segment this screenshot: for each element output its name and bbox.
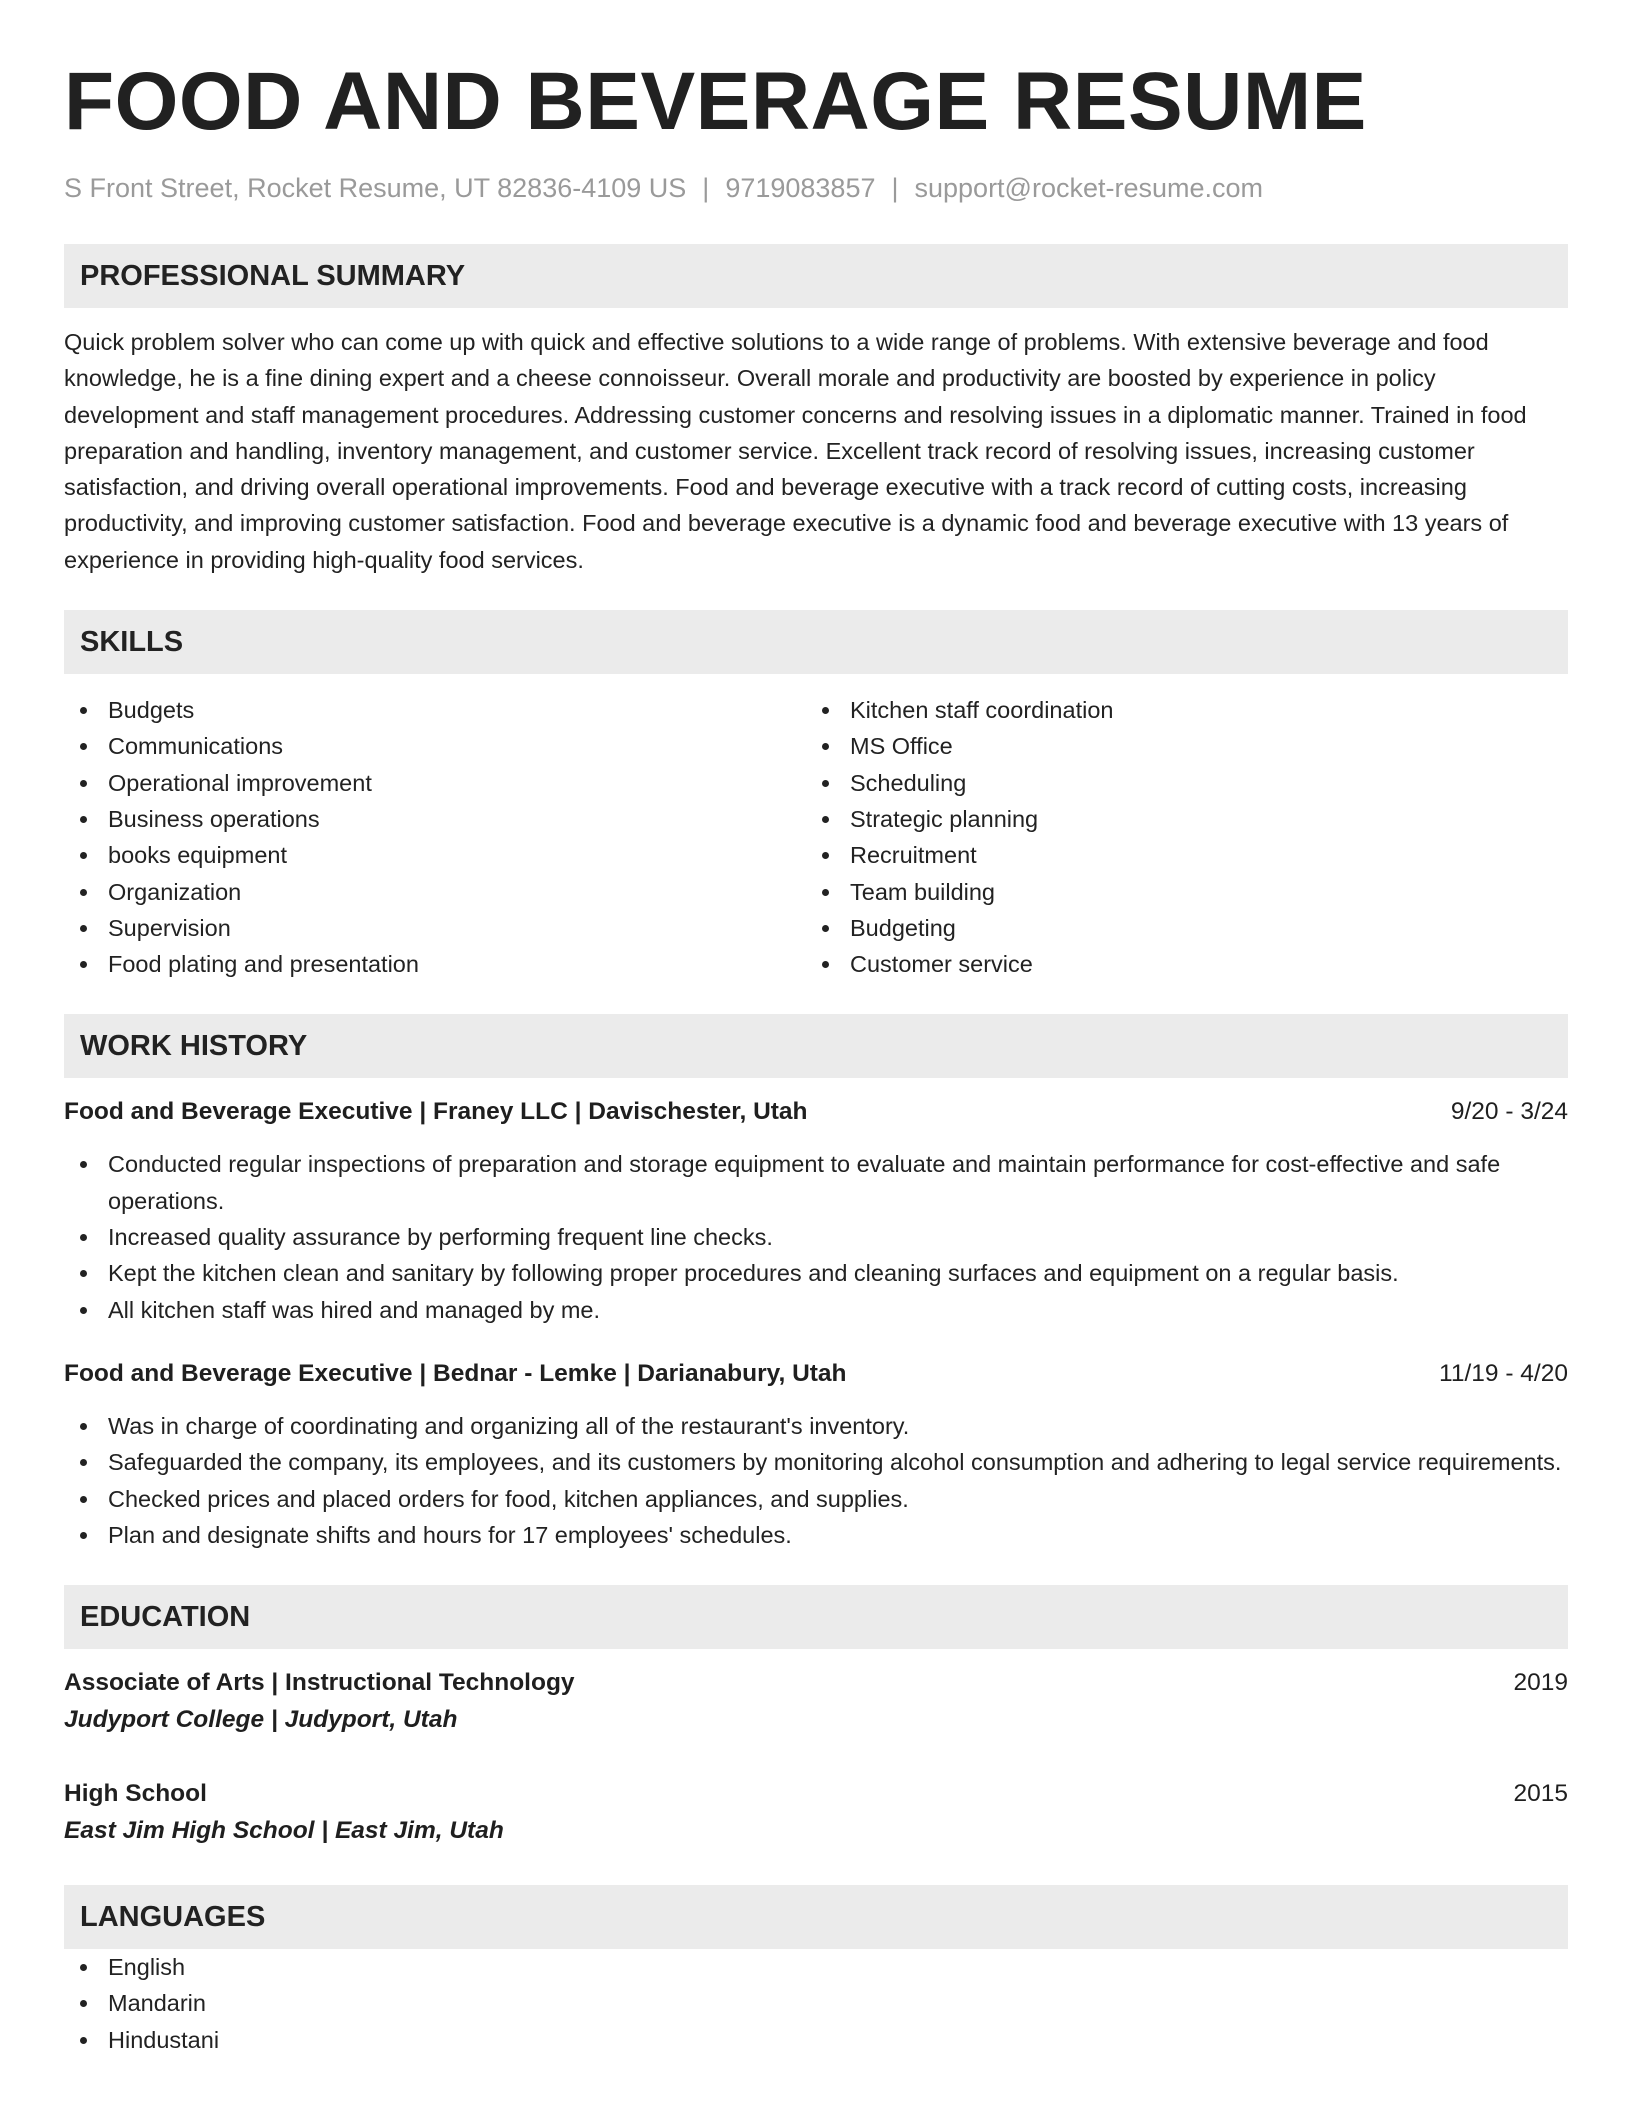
skill-item: Budgeting <box>850 910 1548 946</box>
education-header <box>64 1776 1568 1812</box>
contact-address: S Front Street, Rocket Resume, UT 82836-4109 US <box>64 173 687 203</box>
resume-title: FOOD AND BEVERAGE RESUME <box>64 56 1367 147</box>
summary-text: Quick problem solver who can come up with quick and effective solutions to a wide range of problems. With extensive beverage and food knowledge, he is a fine dining expert and a cheese connoisseur. Overall morale and productivity are boosted by experience in policy development and staff management procedures. Addressing customer concerns and resolving issues in a diplomatic manner. Trained in food preparation and handling, inventory management, and customer service. Excellent track record of resolving issues, increasing customer satisfaction, and driving overall operational improvements. Food and beverage executive with a track record of cutting costs, increasing productivity, and improving customer satisfaction. Food and beverage executive is a dynamic food and beverage executive with 13 years of experience in providing high-quality food services. <box>64 329 1527 573</box>
job-header <box>64 1356 1568 1392</box>
contact-separator: | <box>891 173 899 203</box>
language-item: English <box>108 1949 1568 1985</box>
languages-heading: LANGUAGES <box>64 1885 1568 1949</box>
job-title: Food and Beverage Executive | Bednar - Lemke | Darianabury, Utah <box>64 1359 847 1387</box>
job-bullet: All kitchen staff was hired and managed by me. <box>108 1292 1568 1328</box>
skill-item: Supervision <box>108 910 806 946</box>
skill-item: books equipment <box>108 837 806 873</box>
job-entry <box>64 1356 1568 1553</box>
skills-columns <box>64 692 1568 982</box>
skill-item: Customer service <box>850 946 1548 982</box>
skill-item: MS Office <box>850 728 1548 764</box>
education-section <box>64 1585 1568 1849</box>
job-bullet: Kept the kitchen clean and sanitary by following proper procedures and cleaning surfaces and equipment on a regular basis. <box>108 1255 1568 1291</box>
job-dates: 11/19 - 4/20 <box>1439 1359 1568 1387</box>
job-dates: 9/20 - 3/24 <box>1450 1098 1568 1126</box>
languages-list <box>64 1949 1568 2058</box>
education-school: East Jim High School | East Jim, Utah <box>64 1817 504 1845</box>
skill-item: Scheduling <box>850 765 1548 801</box>
job-entry <box>64 1094 1568 1327</box>
skill-item: Strategic planning <box>850 801 1548 837</box>
job-bullets <box>64 1408 1568 1553</box>
summary-section <box>64 244 1568 578</box>
skills-list-right <box>806 692 1548 982</box>
skill-item: Communications <box>108 728 806 764</box>
job-bullets <box>64 1146 1568 1327</box>
summary-heading: PROFESSIONAL SUMMARY <box>64 244 1568 308</box>
contact-email: support@rocket-resume.com <box>914 173 1264 203</box>
skill-item: Food plating and presentation <box>108 946 806 982</box>
education-heading: EDUCATION <box>64 1585 1568 1649</box>
job-bullet: Checked prices and placed orders for food, kitchen appliances, and supplies. <box>108 1481 1568 1517</box>
education-header <box>64 1665 1568 1701</box>
education-school: Judyport College | Judyport, Utah <box>64 1706 458 1734</box>
skill-item: Kitchen staff coordination <box>850 692 1548 728</box>
languages-section <box>64 1885 1568 2058</box>
language-item: Hindustani <box>108 2022 1568 2058</box>
work-history-heading: WORK HISTORY <box>64 1014 1568 1078</box>
job-bullet: Conducted regular inspections of preparation and storage equipment to evaluate and maintain performance for cost-effective and safe operations. <box>108 1146 1568 1219</box>
education-year: 2019 <box>1513 1669 1568 1697</box>
contact-line <box>64 170 1568 206</box>
education-entry <box>64 1776 1568 1849</box>
skill-item: Recruitment <box>850 837 1548 873</box>
skill-item: Organization <box>108 874 806 910</box>
skill-item: Operational improvement <box>108 765 806 801</box>
work-history-section <box>64 1014 1568 1553</box>
skill-item: Team building <box>850 874 1548 910</box>
education-degree: Associate of Arts | Instructional Technology <box>64 1669 575 1697</box>
skill-item: Budgets <box>108 692 806 728</box>
education-entry <box>64 1665 1568 1738</box>
education-degree: High School <box>64 1780 207 1808</box>
job-bullet: Increased quality assurance by performing frequent line checks. <box>108 1219 1568 1255</box>
skills-list-left <box>64 692 806 982</box>
skills-heading: SKILLS <box>64 610 1568 674</box>
skills-section <box>64 610 1568 982</box>
contact-phone: 9719083857 <box>725 173 876 203</box>
language-item: Mandarin <box>108 1985 1568 2021</box>
job-bullet: Plan and designate shifts and hours for 17 employees' schedules. <box>108 1517 1568 1553</box>
education-year: 2015 <box>1513 1780 1568 1808</box>
job-bullet: Safeguarded the company, its employees, and its customers by monitoring alcohol consumption and adhering to legal service requirements. <box>108 1444 1568 1480</box>
job-bullet: Was in charge of coordinating and organizing all of the restaurant's inventory. <box>108 1408 1568 1444</box>
contact-separator: | <box>702 173 710 203</box>
job-header <box>64 1094 1568 1130</box>
skill-item: Business operations <box>108 801 806 837</box>
job-title: Food and Beverage Executive | Franey LLC | Davischester, Utah <box>64 1098 808 1126</box>
